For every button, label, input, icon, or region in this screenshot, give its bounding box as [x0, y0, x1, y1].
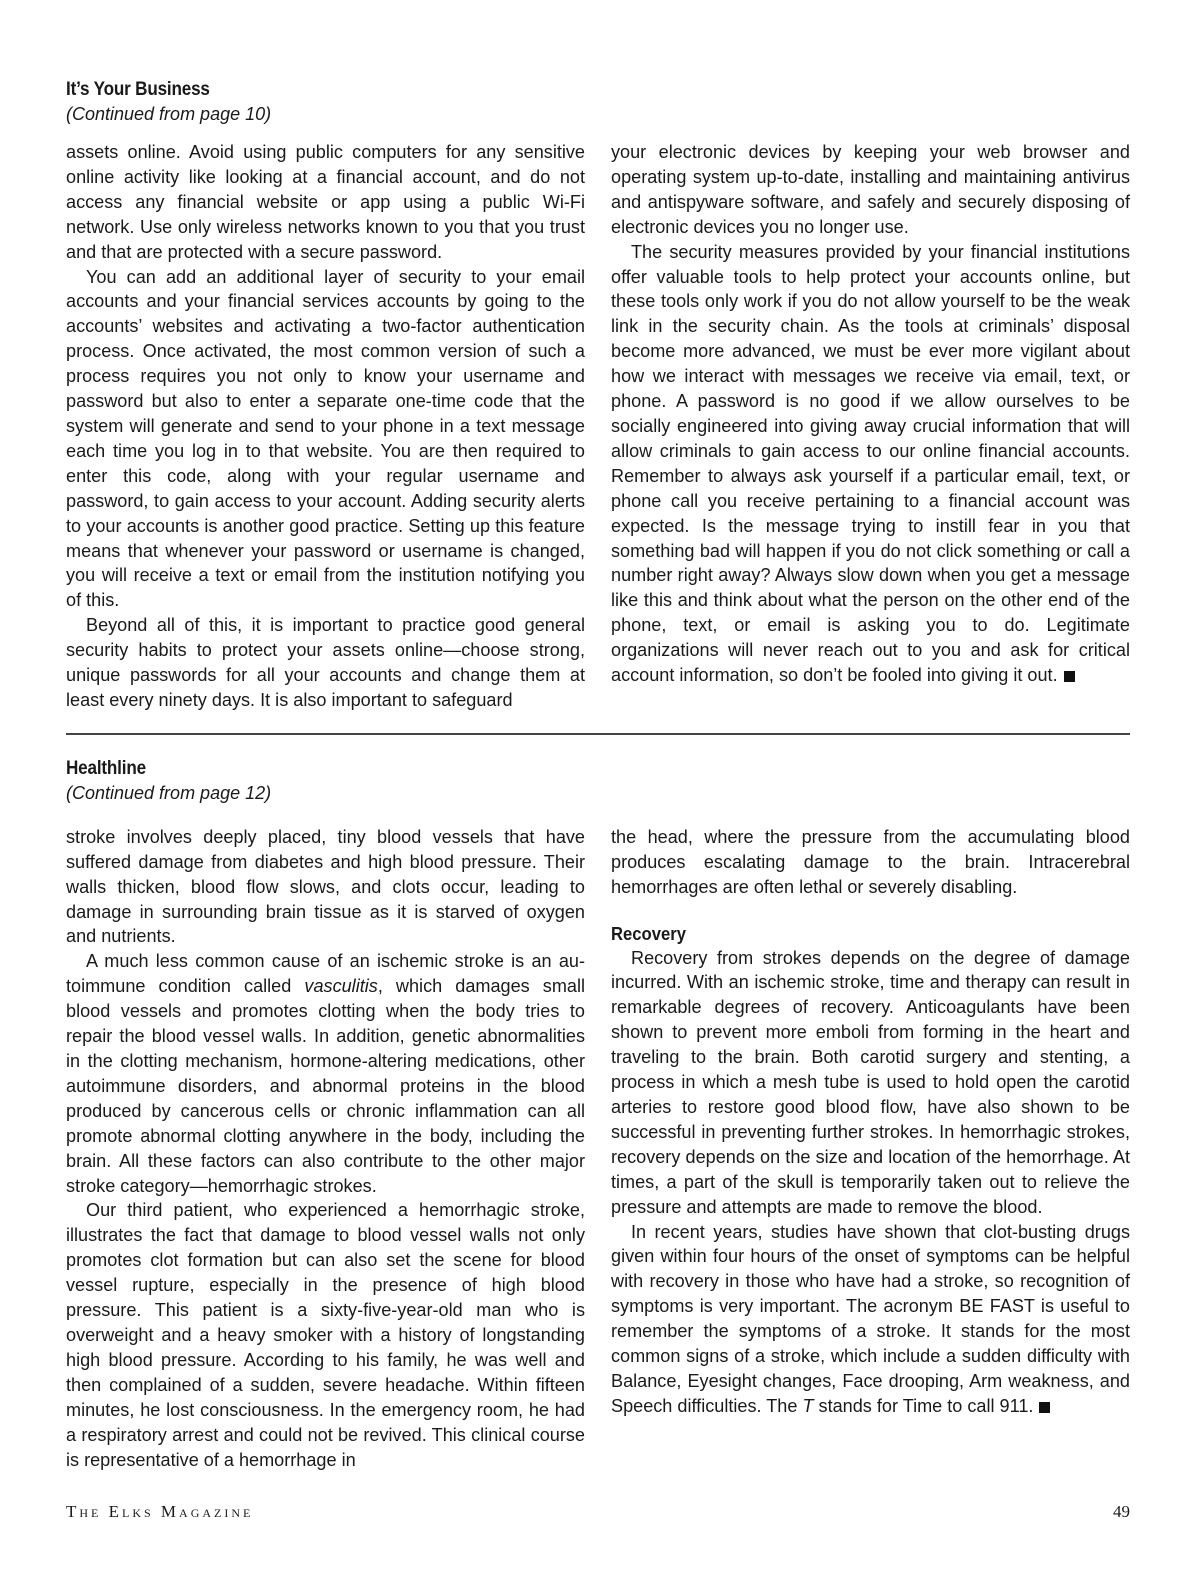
column-right [611, 140, 1130, 713]
section-divider [66, 733, 1130, 735]
paragraph [611, 1220, 1130, 1419]
paragraph: Recovery from strokes depends on the degree of damage incurred. With an ischemic stroke, time and therapy can result in remarkable degrees of recovery. Anticoagulants have been shown to prevent more emboli from forming in the heart and traveling to the brain. Both carotid surgery and stenting, a process in which a mesh tube is used to hold open the carotid arteries to restore good blood flow, have also shown to be successful in preventing further strokes. In hemorrhagic strokes, recovery depends on the size and location of the hemorrhage. At times, a part of the skull is temporarily taken out to relieve the pressure and attempts are made to remove the blood. [611, 947, 1130, 1217]
paragraph: the head, where the pressure from the accumulating blood produces escalating damage to the brain. Intracerebral hemorrhages are often lethal or severely disabling. [611, 826, 1130, 897]
italic-term: vasculitis [304, 976, 378, 997]
paragraph: Beyond all of this, it is important to practice good general security habits to protect your assets online—choose strong, unique passwords for all your accounts and change them at least every ninety days. It is also important to safeguard [66, 615, 585, 710]
page-footer [66, 1502, 1130, 1522]
magazine-name: The Elks Magazine [66, 1502, 254, 1521]
paragraph-text: stands for Time to call 911. [813, 1395, 1034, 1416]
paragraph: You can add an additional layer of security to your email accounts and your financial services accounts by going to the accounts’ websites and activating a two-factor authentication process. Once activated, the most common version of such a process requires you not only to know your username and password but also to enter a separate one-time code that the system will generate and send to your phone in a text message each time you log in to that website. You are then required to enter this code, along with your regular username and password, to gain access to your account. Adding security alerts to your accounts is another good practice. Setting up this feature means that whenever your password or username is changed, you will receive a text or email from the institution notifying you of this. [66, 266, 585, 611]
paragraph-text: , which damages small blood vessels and promotes clotting when the body tries to repair the blood vessel walls. In addition, genetic abnormalities in the clotting mechanism, hormone-altering medications, other autoimmune disorders, and abnormal proteins in the blood produced by cancerous cells or chronic inflammation can all promote abnormal clotting anywhere in the body, including the brain. All these factors can also contribute to the other major stroke category—hemorrhagic strokes. [66, 976, 585, 1196]
paragraph: Our third patient, who experienced a hemorrhagic stroke, illustrates the fact that damage to blood vessel walls not only promotes clot formation but can also set the scene for blood vessel rupture, especially in the presence of high blood pressure. This patient is a sixty-five-year-old man who is overweight and a heavy smoker with a history of longstanding high blood pressure. According to his family, he was well and then complained of a sudden, severe headache. Within fifteen minutes, he lost consciousness. In the emergency room, he had a respiratory arrest and could not be revived. This clinical course is representative of a hemorrhage in [66, 1200, 585, 1470]
paragraph: stroke involves deeply placed, tiny blood vessels that have suffered damage from diabetes and high blood pressure. Their walls thicken, blood flow slows, and clots occur, leading to damage in surrounding brain tissue as it is starved of oxygen and nutrients. [66, 826, 585, 947]
section-title-its-your-business: It’s Your Business [66, 79, 210, 100]
section-body [66, 140, 1130, 713]
continued-note: (Continued from page 12) [66, 782, 272, 803]
column-left [66, 140, 585, 713]
page [66, 78, 1130, 1472]
paragraph: assets online. Avoid using public computers for any sensitive online activity like looking at a financial account, and do not access any financial website or app using a public Wi-Fi network. Use only wireless networks known to you that you trust and that are protected with a secure password. [66, 142, 585, 262]
column-left [66, 825, 585, 1473]
paragraph [611, 240, 1130, 688]
page-number: 49 [1113, 1502, 1130, 1521]
paragraph [66, 949, 585, 1198]
column-right [611, 825, 1130, 1473]
end-of-article-icon [1039, 1402, 1050, 1413]
section-body [66, 825, 1130, 1473]
paragraph-text: The security measures provided by your financial institutions offer valuable tools to help protect your accounts online, but these tools only work if you do not allow yourself to be the weak link in the security chain. As the tools at criminals’ disposal become more advanced, we must be ever more vigilant about how we interact with messages we receive via email, text, or phone. A password is no good if we allow ourselves to be socially engineered into giving away crucial information that will allow criminals to gain access to our online financial accounts. Remember to always ask yourself if a particular email, text, or phone call you receive pertaining to a financial account was expected. Is the message trying to instill fear in you that something bad will happen if you do not click something or call a number right away? Always slow down when you get a message like this and think about what the person on the other end of the phone, text, or email is asking you to do. Legitimate organizations will never reach out to you and ask for critical account information, so don’t be fooled into giving it out. [611, 241, 1130, 686]
end-of-article-icon [1064, 671, 1075, 682]
section-title-healthline: Healthline [66, 757, 146, 779]
paragraph-text: A much less common cause of an ischemic stroke is an autoimmune condition called [66, 951, 585, 997]
italic-term: T [802, 1395, 814, 1416]
subheading-recovery: Recovery [611, 922, 686, 944]
paragraph-text: In recent years, studies have shown that clot-busting drugs given within four hours of the onset of symptoms can be helpful with recovery in those who have had a stroke, so recognition of symptoms is very important. The acronym BE FAST is useful to remember the symptoms of a stroke. It stands for the most common signs of a stroke, which include a sudden difficulty with Balance, Eyesight changes, Face drooping, Arm weakness, and Speech difficulties. The [611, 1221, 1130, 1416]
continued-note: (Continued from page 10) [66, 104, 272, 124]
paragraph: your electronic devices by keeping your web browser and operating system up-to-date, installing and maintaining antivirus and antispyware software, and safely and securely disposing of electronic devices you no longer use. [611, 142, 1130, 237]
